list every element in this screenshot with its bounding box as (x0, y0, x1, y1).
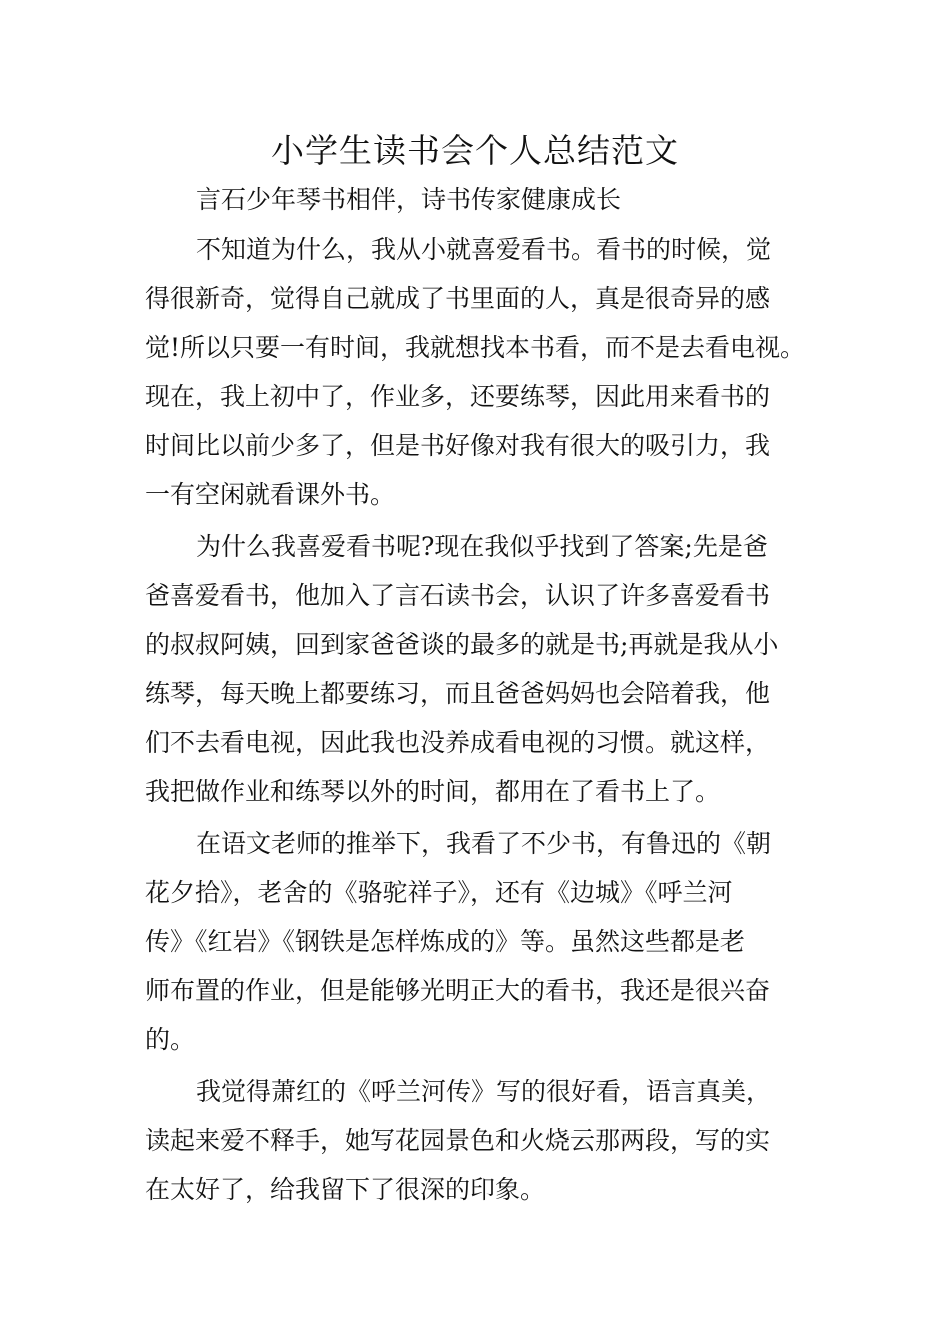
paragraph-line: 觉!所以只要一有时间，我就想找本书看，而不是去看电视。 (145, 333, 806, 362)
paragraph-line: 传》《红岩》《钢铁是怎样炼成的》等。虽然这些都是老 (145, 927, 746, 956)
paragraph-line: 我觉得萧红的《呼兰河传》写的很好看，语言真美， (196, 1077, 772, 1106)
paragraph-line: 爸喜爱看书，他加入了言石读书会，认识了许多喜爱看书 (145, 581, 771, 610)
document-subtitle: 言石少年琴书相伴，诗书传家健康成长 (196, 185, 622, 214)
paragraph-3 (145, 819, 845, 1067)
document-body (145, 225, 845, 1214)
paragraph-line: 在语文老师的推举下，我看了不少书，有鲁迅的《朝 (196, 829, 772, 858)
paragraph-line: 一有空闲就看课外书。 (145, 480, 396, 509)
paragraph-1 (145, 225, 845, 522)
paragraph-line: 的叔叔阿姨，回到家爸爸谈的最多的就是书;再就是我从小 (145, 630, 779, 659)
paragraph-line: 不知道为什么，我从小就喜爱看书。看书的时候，觉 (196, 235, 772, 264)
paragraph-line: 花夕拾》，老舍的《骆驼祥子》，还有《边城》《呼兰河 (145, 878, 733, 907)
paragraph-2 (145, 522, 845, 819)
paragraph-line: 师布置的作业，但是能够光明正大的看书，我还是很兴奋 (145, 976, 771, 1005)
paragraph-line: 在太好了，给我留下了很深的印象。 (145, 1175, 546, 1204)
paragraph-line: 时间比以前少多了，但是书好像对我有很大的吸引力，我 (145, 431, 771, 460)
paragraph-line: 现在，我上初中了，作业多，还要练琴，因此用来看书的 (145, 382, 771, 411)
paragraph-line: 练琴，每天晚上都要练习，而且爸爸妈妈也会陪着我，他 (145, 679, 771, 708)
paragraph-line: 得很新奇，觉得自己就成了书里面的人，真是很奇异的感 (145, 284, 771, 313)
paragraph-4 (145, 1067, 845, 1214)
paragraph-line: 们不去看电视，因此我也没养成看电视的习惯。就这样， (145, 728, 771, 757)
paragraph-line: 的。 (145, 1025, 196, 1054)
paragraph-line: 读起来爱不释手，她写花园景色和火烧云那两段，写的实 (145, 1126, 771, 1155)
paragraph-line: 我把做作业和练琴以外的时间，都用在了看书上了。 (145, 777, 721, 806)
document-title: 小学生读书会个人总结范文 (271, 131, 679, 170)
paragraph-line: 为什么我喜爱看书呢?现在我似乎找到了答案;先是爸 (196, 532, 768, 561)
